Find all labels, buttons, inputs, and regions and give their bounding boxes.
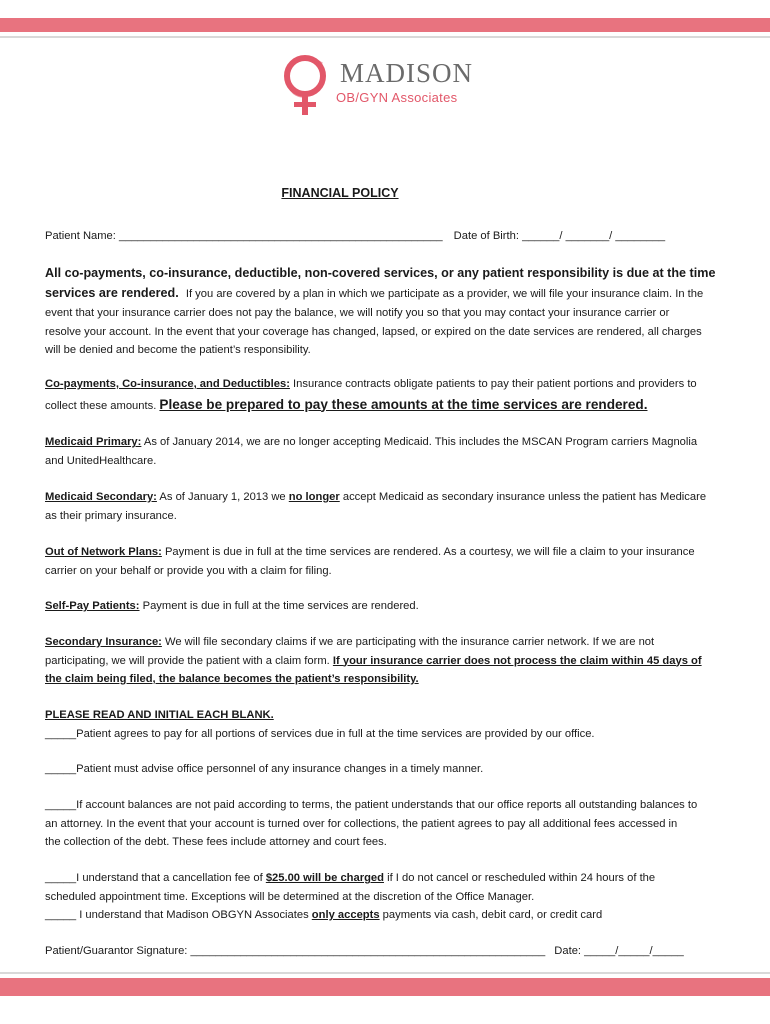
medicaid-primary-text-2: and UnitedHealthcare. (45, 454, 157, 467)
medicaid-secondary-text-3: as their primary insurance. (45, 509, 177, 522)
self-pay-text-1: Payment is due in full at the time services are rendered. (139, 600, 419, 612)
secondary-insurance-emphasis-2: the claim being filed, the balance becomes the patient’s responsibility. (45, 673, 419, 685)
intro-text-1: If you are covered by a plan in which we participate as a provider, we will file your insurance claim. In the (185, 288, 704, 300)
bottom-accent-bar (0, 978, 770, 996)
out-of-network-text-1: Payment is due in full at the time services are rendered. As a courtesy, we will file a claim to your insurance (161, 546, 695, 558)
copay-text-2: collect these amounts. (45, 399, 160, 412)
medicaid-secondary-text-1: As of January 1, 2013 we (156, 491, 289, 503)
out-of-network-heading: Out of Network Plans: (45, 546, 162, 558)
secondary-insurance-heading: Secondary Insurance: (45, 636, 162, 648)
top-accent-bar (0, 18, 770, 32)
self-pay-heading: Self-Pay Patients: (45, 600, 140, 612)
page-title: FINANCIAL POLICY (281, 186, 399, 200)
medicaid-secondary-heading: Medicaid Secondary: (45, 491, 157, 503)
signature-field[interactable]: _________________________________________________________ (190, 945, 546, 957)
initial-item-3-line-3: the collection of the debt. These fees include attorney and court fees. (45, 836, 387, 848)
initial-item-3[interactable] (45, 796, 735, 852)
cancellation-fee: $25.00 will be charged (265, 872, 384, 884)
signature-label: Patient/Guarantor Signature: (45, 945, 188, 957)
initial-item-4-line-2: scheduled appointment time. Exceptions will be determined at the discretion of the Office Manager. (45, 890, 535, 903)
signature-line (45, 942, 735, 961)
copay-section (45, 375, 735, 417)
dob-label: Date of Birth: (453, 230, 519, 242)
madison-logo (278, 52, 498, 118)
initial-item-2[interactable]: _____Patient must advise office personnel of any insurance changes in a timely manner. (45, 763, 484, 775)
patient-name-field[interactable]: ____________________________________________________ (119, 230, 443, 242)
out-of-network-section (45, 543, 735, 580)
self-pay-section (45, 597, 735, 616)
initial-item-4-post: if I do not cancel or rescheduled within 24 hours of the (383, 872, 656, 884)
logo-name: MADISON (340, 58, 474, 88)
top-divider (0, 36, 770, 38)
intro-lead-line-2: services are rendered. (45, 286, 179, 300)
initials-heading: PLEASE READ AND INITIAL EACH BLANK. (45, 709, 274, 721)
intro-text-4: will be denied and become the patient’s responsibility. (45, 344, 311, 356)
signature-date-field[interactable]: _____/_____/_____ (584, 945, 684, 957)
female-symbol-icon (278, 52, 336, 118)
secondary-insurance-text-1: We will file secondary claims if we are participating with the insurance carrier network. If we are not (161, 636, 655, 648)
medicaid-primary-text-1: As of January 2014, we are no longer accepting Medicaid. This includes the MSCAN Program carriers Magnolia (141, 436, 698, 448)
secondary-insurance-emphasis-1: If your insurance carrier does not process the claim within 45 days of (332, 654, 702, 667)
initial-item-5-post: payments via cash, debit card, or credit card (379, 909, 603, 921)
medicaid-secondary-text-2: accept Medicaid as secondary insurance unless the patient has Medicare (339, 491, 707, 503)
secondary-insurance-text-2: participating, we will provide the patient with a claim form. (45, 654, 333, 667)
intro-section (45, 263, 735, 360)
medicaid-primary-section (45, 433, 735, 470)
initial-item-3-line-1: _____If account balances are not paid according to terms, the patient understands that our office reports all outstanding balances to (45, 799, 698, 811)
initial-item-5-pre: _____ I understand that Madison OBGYN Associates (45, 909, 312, 921)
initial-item-1[interactable]: _____Patient agrees to pay for all portions of services due in full at the time services are provided by our office. (45, 727, 595, 740)
initial-item-3-line-2: an attorney. In the event that your account is turned over for collections, the patient agrees to pay all additional fees accessed in (45, 817, 678, 830)
initial-item-4-pre: _____I understand that a cancellation fee of (45, 872, 266, 884)
secondary-insurance-section (45, 633, 735, 689)
patient-info-line (45, 227, 735, 246)
initials-section (45, 706, 735, 743)
medicaid-secondary-section (45, 488, 735, 525)
patient-name-label: Patient Name: (45, 230, 116, 242)
medicaid-secondary-emphasis: no longer (288, 491, 340, 503)
bottom-divider (0, 972, 770, 974)
intro-text-3: resolve your account. In the event that your coverage has changed, lapsed, or expired on the date services are rendered, all charges (45, 325, 702, 338)
copay-text-1: Insurance contracts obligate patients to pay their patient portions and providers to (289, 378, 697, 390)
logo-subtitle: OB/GYN Associates (336, 90, 458, 105)
intro-text-2: event that your insurance carrier does not pay the balance, we will notify you so that you may contact your insurance carrier or (45, 307, 670, 319)
dob-field[interactable]: ______/ _______/ ________ (522, 230, 666, 242)
initial-item-4[interactable] (45, 869, 735, 925)
medicaid-primary-heading: Medicaid Primary: (45, 436, 142, 448)
signature-date-label: Date: (554, 945, 582, 957)
copay-emphasis: Please be prepared to pay these amounts at the time services are rendered. (159, 396, 648, 412)
out-of-network-text-2: carrier on your behalf or provide you with a claim for filing. (45, 564, 332, 577)
only-accepts-emphasis: only accepts (311, 909, 380, 921)
copay-heading: Co-payments, Co-insurance, and Deductibles: (45, 378, 290, 390)
intro-lead-line-1: All co-payments, co-insurance, deductible, non-covered services, or any patient responsibility is due at the time (45, 266, 716, 280)
